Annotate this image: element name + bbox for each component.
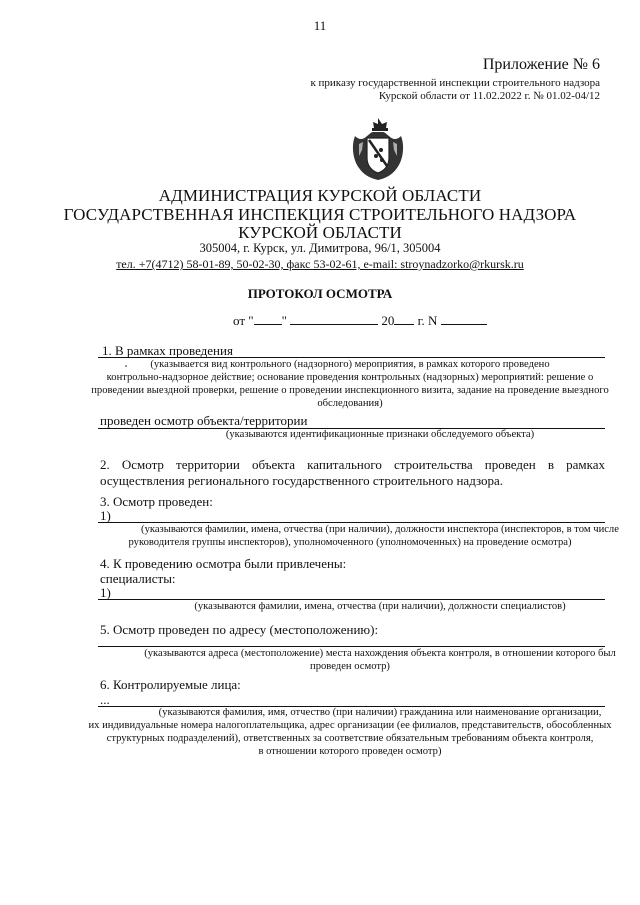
section-1-object-text: проведен осмотр объекта/территории: [100, 413, 308, 428]
section-3-item-1: 1): [100, 508, 111, 523]
section-6-item: ...: [100, 692, 110, 707]
section-5-caption-2: проведен осмотр): [310, 661, 390, 672]
section-3-caption-2: руководителя группы инспекторов), уполномоченного (уполномоченных) на проведение осмотра): [128, 537, 572, 548]
appendix-title: Приложение № 6: [482, 56, 600, 73]
section-1-caption-1: (указывается вид контрольного (надзорного) мероприятия, в рамках которого проведено: [150, 359, 550, 370]
protocol-date-line: [233, 312, 487, 329]
date-quote: ": [281, 313, 287, 328]
section-4-label: 4. К проведению осмотра были привлечены:: [100, 556, 347, 571]
section-2-text: 2. Осмотр территории объекта капитального строительства проведен в рамках осуществления регионального государственного строительного надзора.: [100, 457, 605, 488]
section-6-caption-2: их индивидуальные номера налогоплательщика, адрес организации (ее филиалов, представительств, обособленных: [88, 720, 612, 731]
section-4-subheading: специалисты:: [100, 571, 176, 586]
section-6-caption-3: структурных подразделений), ответственных за соответствие обязательным требованиям объекта контроля,: [106, 733, 594, 744]
year-blank: [394, 312, 414, 325]
org-name-line3: КУРСКОЙ ОБЛАСТИ: [238, 223, 402, 242]
section-6-label: 6. Контролируемые лица:: [100, 677, 241, 692]
org-name-line1: АДМИНИСТРАЦИЯ КУРСКОЙ ОБЛАСТИ: [158, 186, 482, 205]
section-1-label: 1. В рамках проведения: [102, 343, 233, 358]
date-prefix: от ": [233, 313, 254, 328]
appendix-order-line: к приказу государственной инспекции строительного надзора: [310, 77, 600, 89]
org-address: 305004, г. Курск, ул. Димитрова, 96/1, 305004: [199, 241, 441, 255]
org-contacts: тел. +7(4712) 58-01-89, 50-02-30, факс 53-02-61, e-mail: stroynadzorko@rkursk.ru: [116, 257, 524, 271]
section-4-caption: (указываются фамилии, имена, отчества (при наличии), должности специалистов): [194, 601, 566, 612]
section-1-object-caption: (указываются идентификационные признаки обследуемого объекта): [225, 429, 535, 440]
section-4-item-1: 1): [100, 585, 111, 600]
page-number: 11: [313, 18, 327, 33]
month-blank: [290, 312, 378, 325]
section-1-caption-3: проведении выездной проверки, решение о проведении инспекционного визита, задание на проведение выездного: [91, 385, 609, 396]
date-number-label: г. N: [417, 313, 438, 328]
section-5-label: 5. Осмотр проведен по адресу (местоположению):: [100, 622, 379, 637]
section-6-caption-1: (указываются фамилия, имя, отчество (при наличии) гражданина или наименование организации,: [158, 707, 602, 718]
section-3-label: 3. Осмотр проведен:: [100, 494, 213, 509]
org-name-line2: ГОСУДАРСТВЕННАЯ ИНСПЕКЦИЯ СТРОИТЕЛЬНОГО НАДЗОРА: [63, 205, 577, 224]
appendix-date-line: Курской области от 11.02.2022 г. № 01.02-04/12: [378, 90, 600, 102]
coat-of-arms-emblem: [349, 116, 407, 182]
protocol-title: ПРОТОКОЛ ОСМОТРА: [247, 286, 393, 301]
number-blank: [441, 312, 487, 325]
section-1-caption-4: обследования): [317, 398, 383, 409]
section-3-caption-1: (указываются фамилии, имена, отчества (при наличии), должности инспектора (инспекторов, в том числе: [141, 524, 619, 535]
date-year: 20: [381, 313, 395, 328]
section-5-caption-1: (указываются адреса (местоположение) места нахождения объекта контроля, в отношении которого был: [144, 648, 616, 659]
section-1-caption-2: контрольно-надзорное действие; основание проведения контрольных (надзорных) мероприятий: решение о: [106, 372, 594, 383]
section-6-caption-4: в отношении которого проведен осмотр): [258, 746, 442, 757]
day-blank: [254, 312, 282, 325]
